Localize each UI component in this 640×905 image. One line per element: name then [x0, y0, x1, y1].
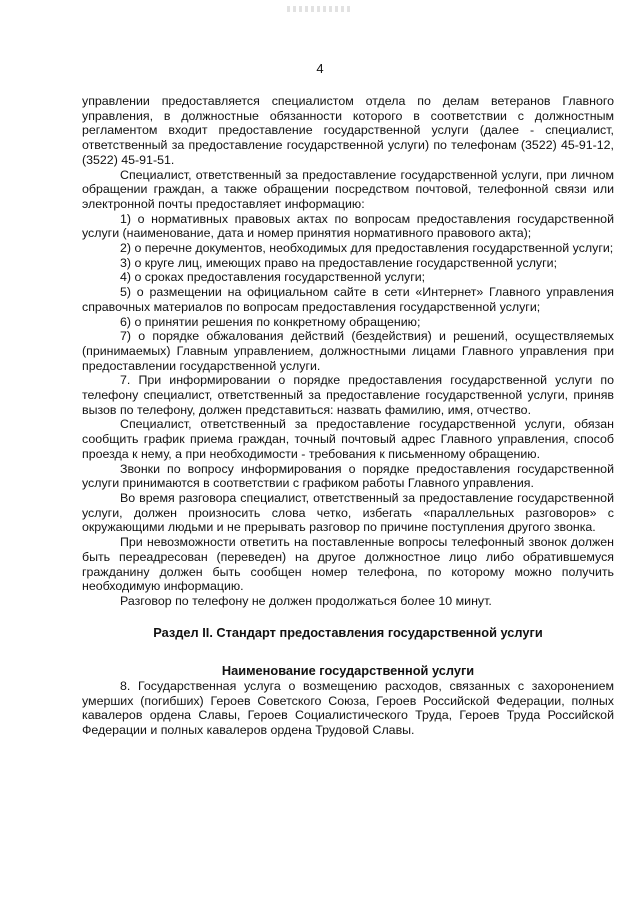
list-item-4: 4) о сроках предоставления государственной услуги;: [120, 270, 426, 285]
paragraph-calls: Звонки по вопросу информирования о порядке предоставления государственной услуги принимаются в соответствии с графиком работы Главного управления.: [82, 461, 614, 491]
list-item-5: 5) о размещении на официальном сайте в сети «Интернет» Главного управления справочных материалов по вопросам предоставления государственной услуги;: [82, 285, 614, 314]
document-body: [82, 94, 614, 738]
section-heading: Раздел II. Стандарт предоставления государственной услуги: [153, 624, 543, 640]
scan-artifact: [287, 6, 353, 12]
list-item-3: 3) о круге лиц, имеющих право на предоставление государственной услуги;: [120, 255, 558, 270]
paragraph-continuation: управлении предоставляется специалистом отдела по делам ветеранов Главного управления, в должностные обязанности которого в соответствии с должностным регламентом входит предоставление государственной услуги (далее - специалист, ответственный за предоставление государственной услуги) по телефонам (3522) 45-91-12, (3522) 45-91-51.: [82, 94, 614, 167]
list-item-1: 1) о нормативных правовых актах по вопросам предоставления государственной услуги (наименование, дата и номер принятия нормативного правового акта);: [82, 211, 614, 241]
paragraph-8-service-name: 8. Государственная услуга о возмещению расходов, связанных с захоронением умерших (погибших) Героев Советского Союза, Героев Российской Федерации, полных кавалеров ордена Славы, Героев Социалистического Труда, Героев Труда Российской Федерации и полных кавалеров ордена Трудовой Славы.: [82, 679, 614, 738]
page-number: 4: [316, 61, 324, 76]
paragraph-redirect: При невозможности ответить на поставленные вопросы телефонный звонок должен быть переадресован (переведен) на другое должностное лицо либо обратившемуся гражданину должен быть сообщен номер телефона, по которому можно получить необходимую информацию.: [82, 535, 614, 594]
list-item-6: 6) о принятии решения по конкретному обращению;: [120, 314, 421, 329]
list-item-7: 7) о порядке обжалования действий (бездействия) и решений, осуществляемых (принимаемых) Главным управлением, должностными лицами Главного управления при предоставлении государственной услуги.: [82, 329, 614, 373]
list-item-2: 2) о перечне документов, необходимых для предоставления государственной услуги;: [120, 241, 614, 256]
paragraph-specialist-info: Специалист, ответственный за предоставление государственной услуги, при личном обращении граждан, а также обращении посредством почтовой, телефонной связи или электронной почты предоставляет информацию:: [82, 167, 614, 211]
subheading: Наименование государственной услуги: [221, 663, 475, 679]
paragraph-conversation: Во время разговора специалист, ответственный за предоставление государственной услуги, должен произносить слова четко, избегать «параллельных разговоров» с окружающими людьми и не прерывать разговор по причине поступления другого звонка.: [82, 490, 614, 535]
paragraph-schedule: Специалист, ответственный за предоставление государственной услуги, обязан сообщить график приема граждан, точный почтовый адрес Главного управления, способ проезда к нему, а при необходимости - требования к письменному обращению.: [82, 417, 614, 461]
paragraph-7-phone-info: 7. При информировании о порядке предоставления государственной услуги по телефону специалист, ответственный за предоставление государственной услуги, приняв вызов по телефону, должен представиться: назвать фамилию, имя, отчество.: [82, 373, 614, 417]
paragraph-duration: Разговор по телефону не должен продолжаться более 10 минут.: [120, 593, 492, 608]
